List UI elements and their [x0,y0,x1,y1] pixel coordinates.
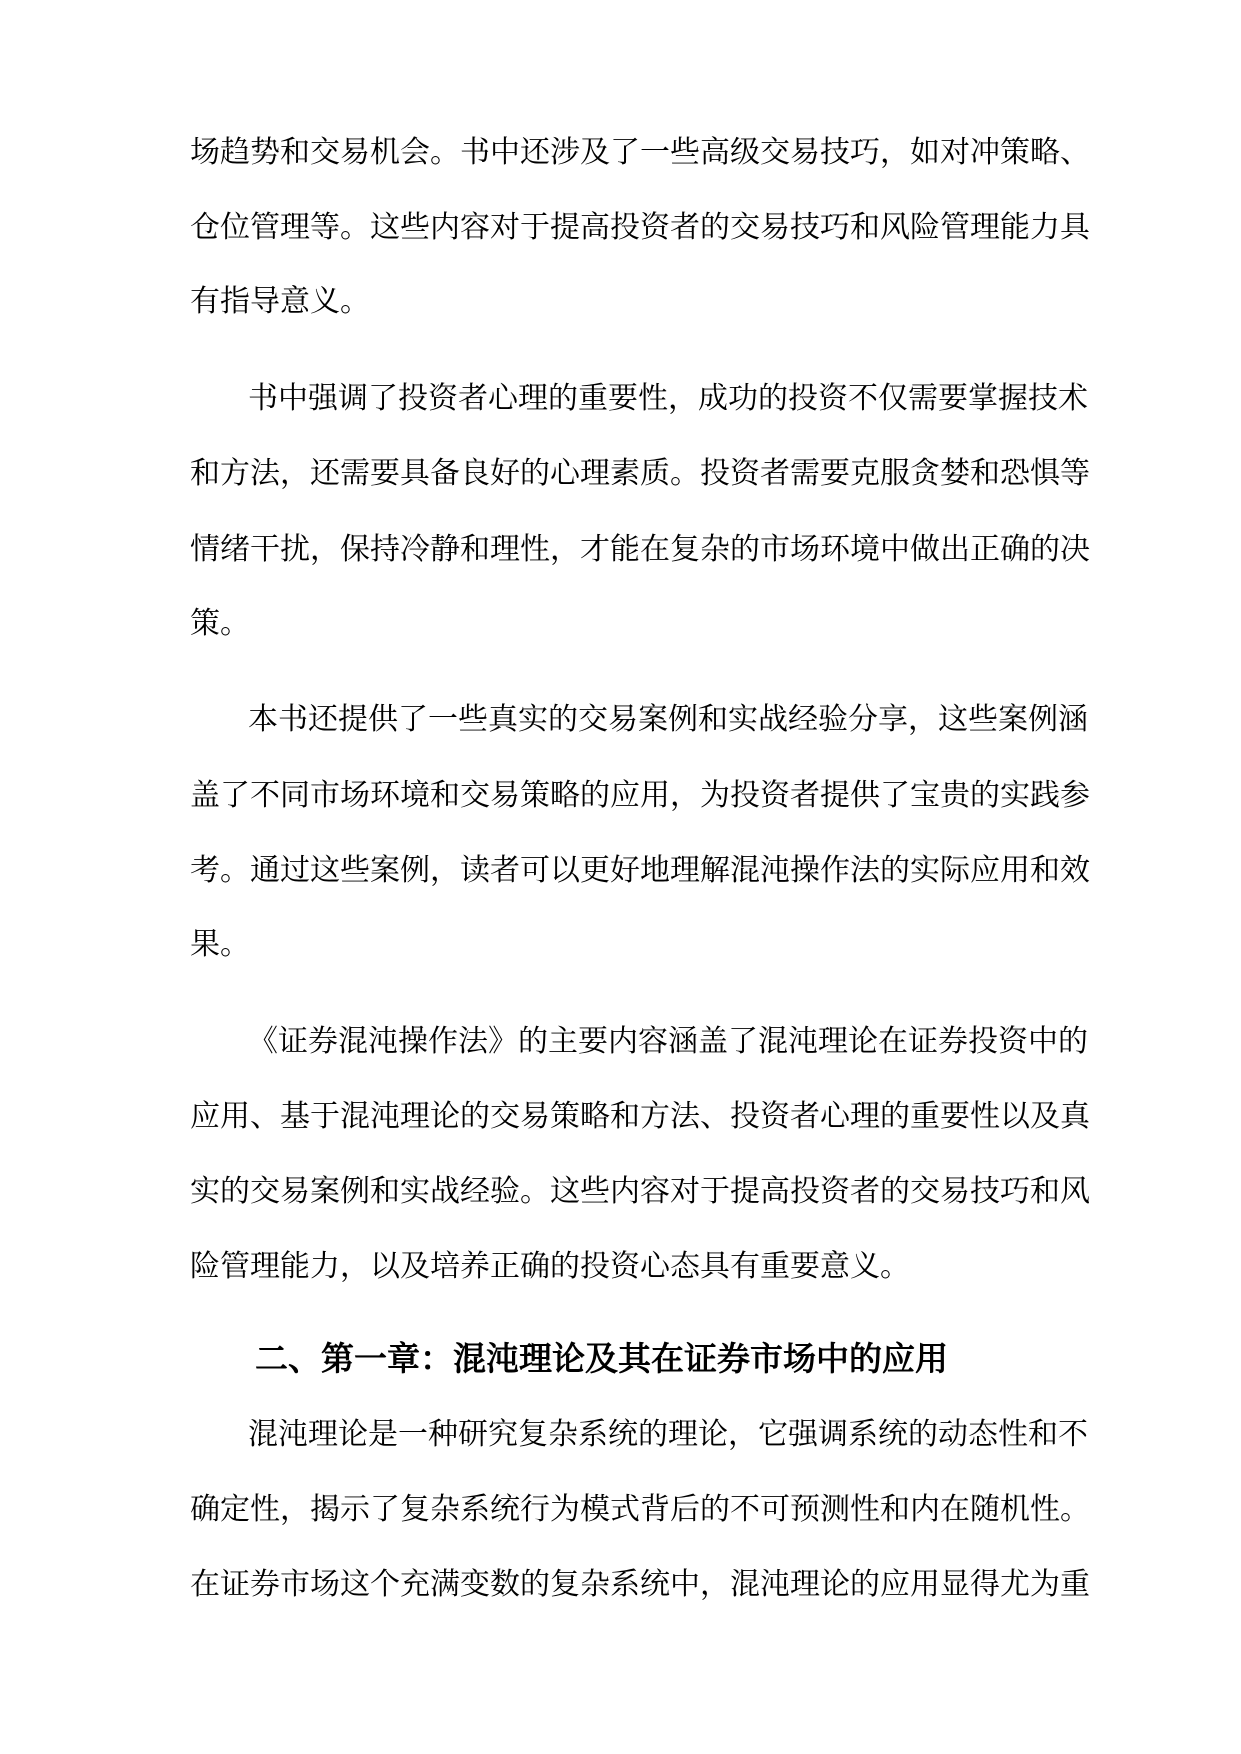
paragraph-1-line-1: 场趋势和交易机会。书中还涉及了一些高级交易技巧，如对冲策略、 [190,135,1090,170]
paragraph-1-line-3: 有指导意义。 [190,284,370,319]
paragraph-4-line-3: 实的交易案例和实战经验。这些内容对于提高投资者的交易技巧和风 [190,1174,1090,1209]
paragraph-2-line-3: 情绪干扰，保持冷静和理性，才能在复杂的市场环境中做出正确的决 [190,532,1090,567]
paragraph-3-line-4: 果。 [190,927,250,962]
paragraph-3-line-3: 考。通过这些案例，读者可以更好地理解混沌操作法的实际应用和效 [190,853,1090,888]
paragraph-4-line-4: 险管理能力，以及培养正确的投资心态具有重要意义。 [190,1249,910,1284]
section-heading: 二、第一章：混沌理论及其在证券市场中的应用 [255,1339,948,1378]
paragraph-4-line-2: 应用、基于混沌理论的交易策略和方法、投资者心理的重要性以及真 [190,1099,1090,1134]
paragraph-5-line-2: 确定性，揭示了复杂系统行为模式背后的不可预测性和内在随机性。 [190,1492,1090,1527]
paragraph-3-line-1: 本书还提供了一些真实的交易案例和实战经验分享，这些案例涵 [248,702,1088,737]
paragraph-5-line-1: 混沌理论是一种研究复杂系统的理论，它强调系统的动态性和不 [248,1417,1088,1452]
paragraph-4-line-1: 《证券混沌操作法》的主要内容涵盖了混沌理论在证券投资中的 [248,1024,1088,1059]
paragraph-2-line-2: 和方法，还需要具备良好的心理素质。投资者需要克服贪婪和恐惧等 [190,456,1090,491]
paragraph-3-line-2: 盖了不同市场环境和交易策略的应用，为投资者提供了宝贵的实践参 [190,778,1090,813]
paragraph-2-line-4: 策。 [190,606,250,641]
paragraph-5-line-3: 在证券市场这个充满变数的复杂系统中，混沌理论的应用显得尤为重 [190,1567,1090,1602]
paragraph-1-line-2: 仓位管理等。这些内容对于提高投资者的交易技巧和风险管理能力具 [190,210,1090,245]
paragraph-2-line-1: 书中强调了投资者心理的重要性，成功的投资不仅需要掌握技术 [248,381,1088,416]
